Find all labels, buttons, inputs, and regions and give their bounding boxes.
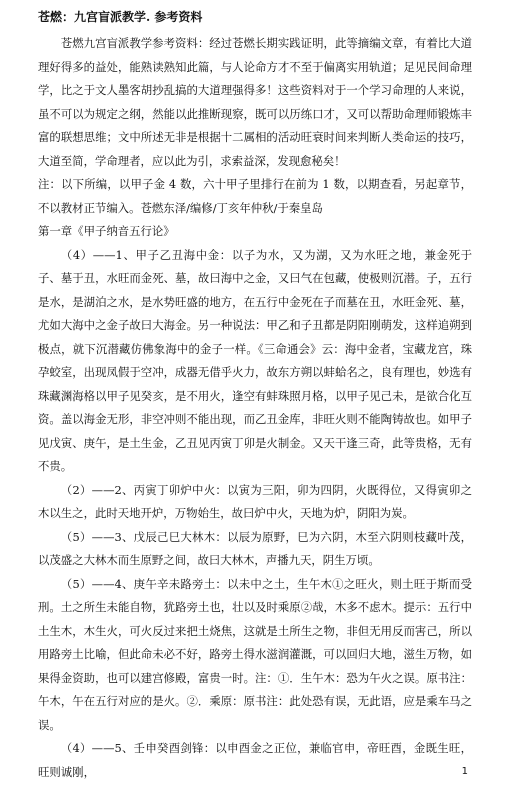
paragraph: （4）——5、壬申癸酉剑锋：以申酉金之正位，兼临官申，帝旺酉，金既生旺，旺则诚刚， (38, 741, 472, 779)
paragraph: 第一章《甲子纳音五行论》 (38, 224, 175, 238)
paragraph: （5）——4、庚午辛未路旁土：以未中之土，生午木①之旺火，则土旺于斯而受刑。土之所生未能自物，犹路旁土也，壮以及时乘原②哉，木多不虑木。提示：五行中土生木，木生火，可火反过来把土烧焦，这就是土所生之物，非但无用反而害己，所以用路旁土比喻，但此命未必不好，路旁土得水滋润灌溉，可以回归大地，滋生万物，如果得金资助，也可以建宫修殿，富贵一时。注：①．生午木：恐为午火之误。原书注：午木，午在五行对应的是火。②．乘原：原书注：此处恐有误，无此语，应是乘车马之误。 (38, 576, 472, 732)
document-title: 苍燃：九宫盲派教学. 参考资料 (38, 10, 203, 24)
document-body (38, 32, 472, 784)
paragraph: 苍燃九宫盲派教学参考资料：经过苍燃长期实践证明，此等摘编文章，有着比大道理好得多的益处，能熟读熟知此篇，与人论命方才不至于偏离实用轨道；足见民间命理学，比之于文人墨客胡抄乱搞的大道理强得多！这些资料对于一个学习命理的人来说，虽不可以为规定之纲，然能以此推断现察，既可以历练口才，又可以帮助命理师锻炼丰富的联想思维；文中所述无非是根据十二属相的活动旺衰时间来判断人类命运的技巧，大道至简，学命理者，应以此为引，求索益深，发现愈秘矣！ (38, 36, 472, 168)
page-number: 1 (461, 766, 468, 777)
paragraph: （2）——2、丙寅丁卯炉中火：以寅为三阳，卯为四阴，火既得位，又得寅卯之木以生之，此时天地开炉，万物始生，故曰炉中火，天地为炉，阴阳为炭。 (38, 482, 472, 520)
paragraph: （5）——3、戊辰己巳大林木：以辰为原野，巳为六阴，木至六阴则枝藏叶茂，以茂盛之大林木而生原野之间，故曰大林木，声播九天，阴生万顷。 (38, 529, 472, 567)
paragraph: （4）——1、甲子乙丑海中金：以子为水，又为湖，又为水旺之地，兼金死于子、墓于丑，水旺而金死、墓，故曰海中之金，又曰气在包藏，使极则沉潜。子，五行是水，是湖泊之水，是水势旺盛的地方，在五行中金死在子而墓在丑，水旺金死、墓，尤如大海中之金子故曰大海金。另一种说法：甲乙和子丑都是阴阳刚萌发，这样追朔到极点，就下沉潜藏仿佛象海中的金子一样。《三命通会》云：海中金者，宝藏龙宫，珠孕蛟室，出现凤假于空冲，成器无借乎火力，故东方朔以蚌蛤名之，良有理也，妙选有珠藏渊海格以甲子见癸亥，是不用火，逢空有蚌珠照月格，以甲子见己未，是欲合化互资。盖以海金无形，非空冲则不能出现，而乙丑金库，非旺火则不能陶铸故也。如甲子见戊寅、庚午，是土生金，乙丑见丙寅丁卯是火制金。又天干逢三奇，此等贵格，无有不贵。 (38, 247, 472, 473)
paragraph: 注：以下所编，以甲子金 4 数，六十甲子里排行在前为 1 数，以期查看，另起章节，不以教材正节编入。苍燃东泽/编修/丁亥年仲秋/于秦皇岛 (38, 177, 472, 215)
